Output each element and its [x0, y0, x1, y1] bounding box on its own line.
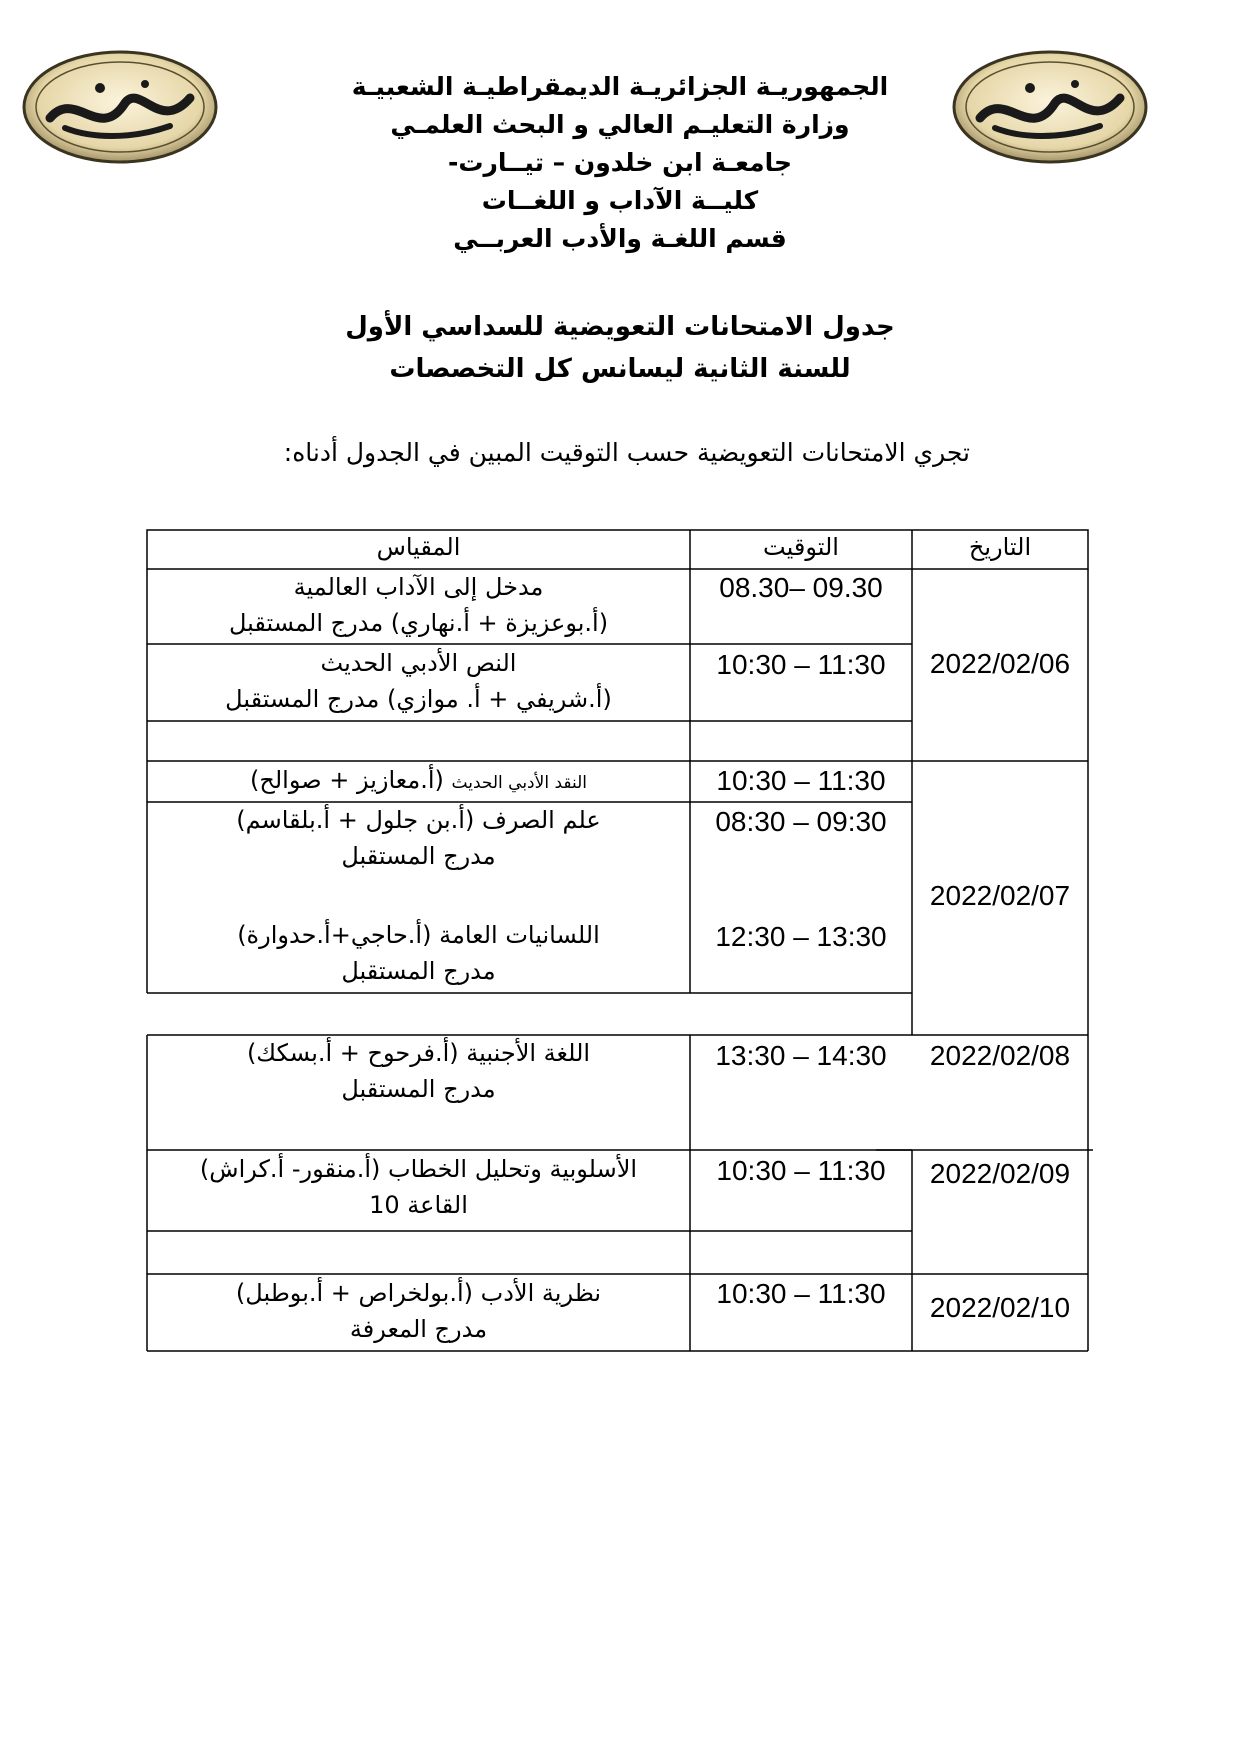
date-cell: 2022/02/09: [929, 1158, 1071, 1189]
intro-text: تجري الامتحانات التعويضية حسب التوقيت المبين في الجدول أدناه:: [283, 438, 970, 467]
date-cell: 2022/02/08: [929, 1040, 1071, 1071]
date-cell: 2022/02/06: [929, 648, 1071, 679]
time-cell: 10:30 – 11:30: [716, 1278, 886, 1309]
time-cell: 13:30 – 14:30: [715, 1040, 887, 1071]
subject-name: مدخل إلى الآداب العالمية: [293, 573, 544, 601]
subject-details: القاعة 10: [369, 1191, 468, 1219]
subject-cell: [147, 569, 690, 641]
header-line-faculty: كليــة الآداب و اللغــات: [481, 186, 759, 215]
date-cell: 2022/02/07: [929, 880, 1071, 911]
subject-cell: [147, 1035, 690, 1107]
subject-details: (أ.معازيز + صوالح): [249, 766, 444, 794]
time-cell: 12:30 – 13:30: [715, 921, 887, 952]
subject-name: النص الأدبي الحديث: [320, 649, 517, 677]
subject-name: النقد الأدبي الحديث: [451, 773, 588, 793]
subject-cell: [147, 802, 690, 874]
subject-details: مدرج المستقبل: [341, 957, 496, 985]
header-line-ministry: وزارة التعليـم العالي و البحث العلمـي: [390, 110, 850, 139]
subject-cell: [147, 762, 690, 801]
subject-details: (أ.بوعزيزة + أ.نهاري) مدرج المستقبل: [228, 609, 609, 637]
time-cell: 10:30 – 11:30: [716, 649, 886, 680]
subject-details: مدرج المستقبل: [341, 842, 496, 870]
header-line-university: جامعـة ابن خلدون – تيــارت-: [448, 148, 792, 177]
subject-details: مدرج المستقبل: [341, 1075, 496, 1103]
time-cell: 10:30 – 11:30: [716, 1155, 886, 1186]
subject-name: الأسلوبية وتحليل الخطاب (أ.منقور- أ.كراش): [199, 1155, 638, 1183]
title-line-2: للسنة الثانية ليسانس كل التخصصات: [389, 354, 851, 384]
header-line-department: قسم اللغـة والأدب العربــي: [453, 224, 787, 253]
time-cell: 10:30 – 11:30: [716, 765, 886, 796]
subject-cell: [147, 1275, 690, 1347]
subject-cell: [147, 1151, 690, 1223]
subject-name: نظرية الأدب (أ.بولخراص + أ.بوطبل): [235, 1279, 602, 1307]
time-cell: 08:30 – 09:30: [715, 806, 887, 837]
header-line-republic: الجمهوريـة الجزائريـة الديمقراطيـة الشعبيـة: [351, 72, 889, 101]
subject-name: اللسانيات العامة (أ.حاجي+أ.حدوارة): [237, 921, 600, 949]
subject-cell: [147, 645, 690, 717]
col-header-time: التوقيت: [763, 533, 839, 561]
subject-cell: [147, 917, 690, 989]
col-header-date: التاريخ: [968, 533, 1032, 561]
title-line-1: جدول الامتحانات التعويضية للسداسي الأول: [345, 312, 895, 342]
col-header-subject: المقياس: [376, 533, 461, 561]
time-cell: 08.30– 09.30: [719, 572, 883, 603]
subject-details: (أ.شريفي + أ. موازي) مدرج المستقبل: [225, 685, 612, 713]
date-cell: 2022/02/10: [929, 1292, 1071, 1323]
subject-details: مدرج المعرفة: [349, 1315, 488, 1343]
subject-name: علم الصرف (أ.بن جلول + أ.بلقاسم): [236, 806, 601, 834]
subject-name: اللغة الأجنبية (أ.فرحوح + أ.بسكك): [246, 1039, 591, 1067]
